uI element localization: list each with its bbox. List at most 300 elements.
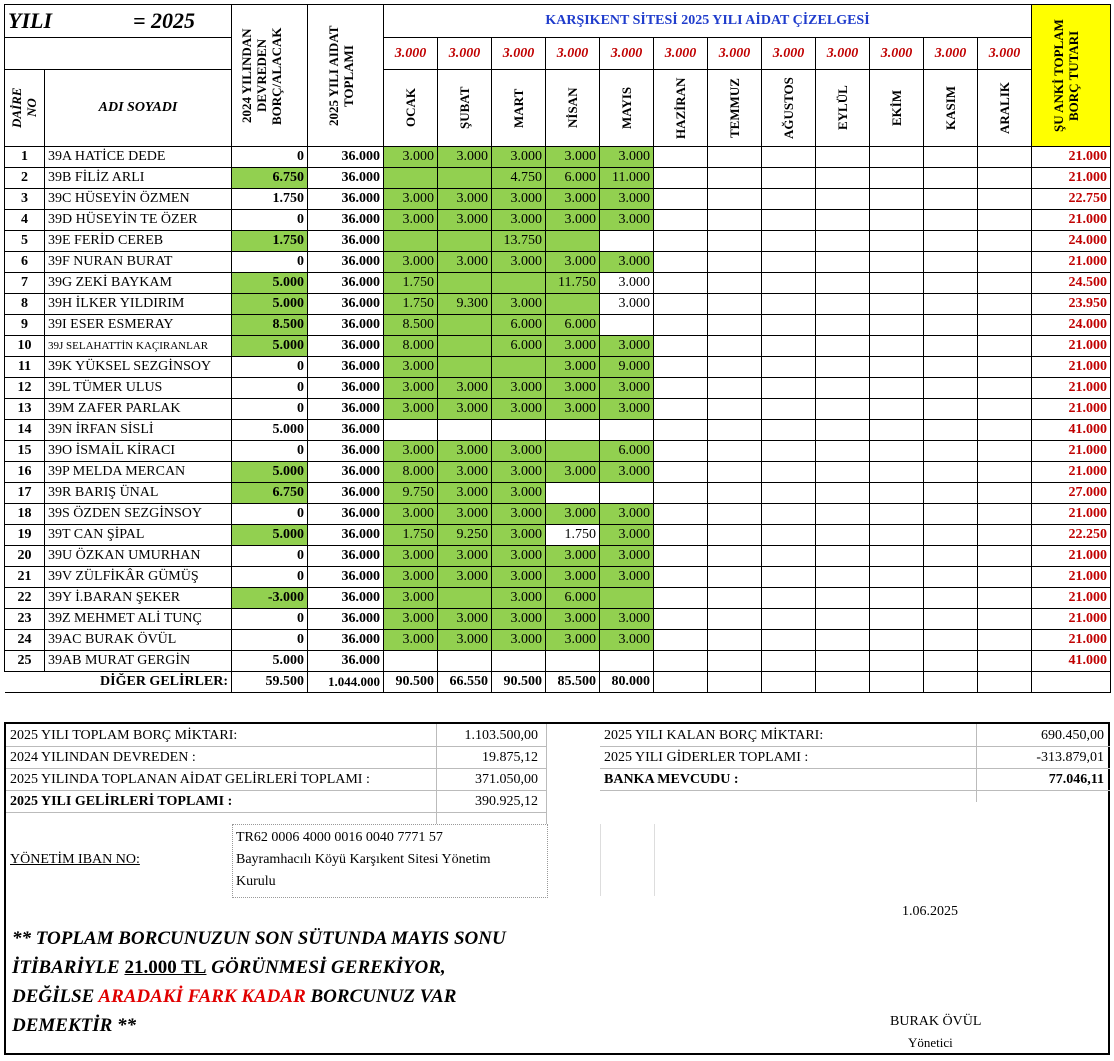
payment-cell: 3.000: [438, 252, 492, 273]
current-debt-cell: 21.000: [1032, 210, 1111, 231]
table-row: [5, 441, 1111, 462]
payment-cell: [816, 357, 870, 378]
carry-cell: 0: [232, 630, 308, 651]
table-row: [5, 399, 1111, 420]
month-total-nisan: 85.500: [546, 672, 600, 693]
current-debt-cell: 21.000: [1032, 462, 1111, 483]
carry-cell: 0: [232, 378, 308, 399]
payment-cell: 9.750: [384, 483, 438, 504]
current-debt-cell: 24.000: [1032, 231, 1111, 252]
aidat-sheet: [4, 4, 1111, 693]
payment-cell: [816, 546, 870, 567]
daire-no: 8: [5, 294, 45, 315]
month-header-8: EYLÜL: [816, 70, 870, 147]
payment-cell: [654, 189, 708, 210]
payment-cell: 3.000: [438, 378, 492, 399]
aidat-total-cell: 36.000: [308, 357, 384, 378]
payment-cell: [816, 252, 870, 273]
payment-cell: 9.000: [600, 357, 654, 378]
payment-cell: [492, 273, 546, 294]
daire-no: 6: [5, 252, 45, 273]
resident-name: 39L TÜMER ULUS: [45, 378, 232, 399]
summary-label-collected: 2025 YILINDA TOPLANAN AİDAT GELİRLERİ TOPLAMI :: [10, 772, 370, 787]
daire-no: 9: [5, 315, 45, 336]
payment-cell: [870, 378, 924, 399]
payment-cell: 13.750: [492, 231, 546, 252]
payment-cell: 3.000: [384, 357, 438, 378]
carry-cell: 0: [232, 147, 308, 168]
daire-no: 24: [5, 630, 45, 651]
payment-cell: [762, 567, 816, 588]
summary-label-total-debt: 2025 YILI TOPLAM BORÇ MİKTARI:: [10, 728, 238, 743]
payment-cell: [492, 357, 546, 378]
payment-cell: [762, 399, 816, 420]
payment-cell: 3.000: [546, 189, 600, 210]
payment-cell: [600, 420, 654, 441]
payment-cell: [708, 546, 762, 567]
payment-cell: [762, 189, 816, 210]
payment-cell: [870, 294, 924, 315]
daire-no: 23: [5, 609, 45, 630]
carry-cell: 0: [232, 357, 308, 378]
payment-cell: 9.250: [438, 525, 492, 546]
month-header-1: ŞUBAT: [438, 70, 492, 147]
payment-cell: [708, 231, 762, 252]
daire-no: 21: [5, 567, 45, 588]
payment-cell: 3.000: [384, 609, 438, 630]
payment-cell: [546, 483, 600, 504]
payment-cell: [708, 651, 762, 672]
payment-cell: [978, 609, 1032, 630]
carry-cell: 1.750: [232, 189, 308, 210]
empty-cell: [1032, 672, 1111, 693]
payment-cell: 3.000: [546, 630, 600, 651]
payment-cell: 3.000: [384, 441, 438, 462]
payment-cell: 3.000: [438, 462, 492, 483]
resident-name: 39J SELAHATTİN KAÇIRANLAR: [45, 336, 232, 357]
payment-cell: 1.750: [384, 525, 438, 546]
carry-cell: 0: [232, 399, 308, 420]
resident-name: 39F NURAN BURAT: [45, 252, 232, 273]
payment-cell: [654, 567, 708, 588]
payment-cell: 3.000: [600, 462, 654, 483]
aidat-total-cell: 36.000: [308, 651, 384, 672]
payment-cell: [870, 231, 924, 252]
payment-cell: 3.000: [546, 609, 600, 630]
payment-cell: 3.000: [546, 336, 600, 357]
payment-cell: 3.000: [600, 147, 654, 168]
payment-cell: 9.300: [438, 294, 492, 315]
payment-cell: [816, 294, 870, 315]
summary-label-remaining: 2025 YILI KALAN BORÇ MİKTARI:: [604, 728, 824, 743]
payment-cell: [762, 294, 816, 315]
carry-cell: 5.000: [232, 336, 308, 357]
table-row: [5, 483, 1111, 504]
empty-cell: [654, 672, 708, 693]
aidat-total: 1.044.000: [308, 672, 384, 693]
payment-cell: [654, 378, 708, 399]
payment-cell: 6.000: [546, 588, 600, 609]
aidat-total-cell: 36.000: [308, 252, 384, 273]
aidat-total-cell: 36.000: [308, 588, 384, 609]
payment-cell: [762, 483, 816, 504]
carry-header: 2024 YILINDAN DEVREDEN BORÇ/ALACAK: [232, 5, 308, 147]
carry-cell: 0: [232, 210, 308, 231]
current-debt-cell: 22.250: [1032, 525, 1111, 546]
iban-number[interactable]: TR62 0006 4000 0016 0040 7771 57: [236, 830, 443, 845]
daire-no: 11: [5, 357, 45, 378]
carry-cell: 5.000: [232, 651, 308, 672]
payment-cell: [978, 378, 1032, 399]
aidat-total-cell: 36.000: [308, 336, 384, 357]
month-header-0: OCAK: [384, 70, 438, 147]
payment-cell: [438, 357, 492, 378]
payment-cell: [870, 252, 924, 273]
payment-cell: [762, 462, 816, 483]
daire-no: 20: [5, 546, 45, 567]
carry-cell: 8.500: [232, 315, 308, 336]
payment-cell: [654, 294, 708, 315]
payment-cell: [924, 504, 978, 525]
aidat-total-cell: 36.000: [308, 399, 384, 420]
payment-cell: [816, 651, 870, 672]
payment-cell: [924, 231, 978, 252]
month-header-5: HAZİRAN: [654, 70, 708, 147]
payment-cell: 8.000: [384, 462, 438, 483]
payment-cell: 8.500: [384, 315, 438, 336]
payment-cell: [816, 525, 870, 546]
summary-value-total-debt: 1.103.500,00: [464, 728, 538, 743]
payment-cell: [492, 651, 546, 672]
payment-cell: 6.000: [492, 336, 546, 357]
payment-cell: [870, 462, 924, 483]
carry-cell: 1.750: [232, 231, 308, 252]
payment-cell: 3.000: [600, 630, 654, 651]
summary-label-income: 2025 YILI GELİRLERİ TOPLAMI :: [10, 794, 233, 809]
aidat-total-cell: 36.000: [308, 630, 384, 651]
current-debt-cell: 21.000: [1032, 336, 1111, 357]
payment-cell: [654, 651, 708, 672]
payment-cell: [978, 273, 1032, 294]
current-debt-cell: 21.000: [1032, 357, 1111, 378]
rate-aralik: 3.000: [978, 38, 1032, 70]
table-row: [5, 630, 1111, 651]
carry-cell: 0: [232, 546, 308, 567]
payment-cell: [762, 357, 816, 378]
payment-cell: 3.000: [438, 399, 492, 420]
payment-cell: [762, 525, 816, 546]
resident-name: 39AC BURAK ÖVÜL: [45, 630, 232, 651]
payment-cell: [816, 567, 870, 588]
payment-cell: 11.750: [546, 273, 600, 294]
carry-cell: 6.750: [232, 483, 308, 504]
month-total-mart: 90.500: [492, 672, 546, 693]
rate-mayis: 3.000: [600, 38, 654, 70]
payment-cell: 3.000: [438, 189, 492, 210]
month-header-9: EKİM: [870, 70, 924, 147]
payment-cell: [924, 336, 978, 357]
payment-cell: 3.000: [492, 630, 546, 651]
iban-label: YÖNETİM IBAN NO:: [10, 852, 140, 867]
payment-cell: [762, 210, 816, 231]
payment-cell: [708, 336, 762, 357]
daire-no: 5: [5, 231, 45, 252]
payment-cell: 3.000: [492, 399, 546, 420]
payment-cell: 3.000: [492, 567, 546, 588]
aidat-total-cell: 36.000: [308, 567, 384, 588]
payment-cell: [654, 441, 708, 462]
aidat-total-cell: 36.000: [308, 231, 384, 252]
payment-cell: 3.000: [492, 462, 546, 483]
payment-cell: [438, 420, 492, 441]
payment-cell: [870, 588, 924, 609]
carry-cell: 0: [232, 609, 308, 630]
rate-agustos: 3.000: [762, 38, 816, 70]
daire-no: 13: [5, 399, 45, 420]
rate-subat: 3.000: [438, 38, 492, 70]
payment-cell: [708, 420, 762, 441]
daire-no: 14: [5, 420, 45, 441]
summary-label-carried: 2024 YILINDAN DEVREDEN :: [10, 750, 196, 765]
payment-cell: [546, 441, 600, 462]
payment-cell: [978, 336, 1032, 357]
payment-cell: [924, 609, 978, 630]
payment-cell: [870, 546, 924, 567]
payment-cell: 11.000: [600, 168, 654, 189]
carry-total: 59.500: [232, 672, 308, 693]
blank-cell: [5, 38, 232, 70]
resident-name: 39Z MEHMET ALİ TUNÇ: [45, 609, 232, 630]
aidat-total-cell: 36.000: [308, 168, 384, 189]
payment-cell: 6.000: [546, 168, 600, 189]
payment-cell: [762, 168, 816, 189]
summary-value-carried: 19.875,12: [482, 750, 538, 765]
payment-cell: [762, 420, 816, 441]
note-line-3: DEĞİLSE ARADAKİ FARK KADAR BORCUNUZ VAR: [12, 986, 457, 1007]
payment-cell: 3.000: [438, 546, 492, 567]
current-debt-cell: 27.000: [1032, 483, 1111, 504]
payment-cell: 3.000: [384, 147, 438, 168]
payment-cell: [708, 567, 762, 588]
payment-cell: 4.750: [492, 168, 546, 189]
iban-holder: Bayramhacılı Köyü Karşıkent Sitesi Yönetim: [236, 852, 491, 867]
resident-name: 39S ÖZDEN SEZGİNSOY: [45, 504, 232, 525]
payment-cell: [708, 252, 762, 273]
resident-name: 39K YÜKSEL SEZGİNSOY: [45, 357, 232, 378]
payment-cell: 3.000: [492, 483, 546, 504]
payment-cell: [708, 273, 762, 294]
payment-cell: 3.000: [600, 567, 654, 588]
payment-cell: 3.000: [600, 378, 654, 399]
payment-cell: [708, 630, 762, 651]
payment-cell: [978, 525, 1032, 546]
empty-cell: [924, 672, 978, 693]
payment-cell: [654, 210, 708, 231]
aidat-total-cell: 36.000: [308, 609, 384, 630]
payment-cell: [384, 168, 438, 189]
payment-cell: [654, 336, 708, 357]
payment-cell: 6.000: [546, 315, 600, 336]
resident-name: 39R BARIŞ ÜNAL: [45, 483, 232, 504]
payment-cell: [438, 651, 492, 672]
daire-no: 7: [5, 273, 45, 294]
payment-cell: [870, 483, 924, 504]
aidat-total-cell: 36.000: [308, 210, 384, 231]
payment-cell: [978, 483, 1032, 504]
payment-cell: 3.000: [600, 252, 654, 273]
daire-no: 3: [5, 189, 45, 210]
resident-name: 39A HATİCE DEDE: [45, 147, 232, 168]
table-row: [5, 168, 1111, 189]
table-row: [5, 525, 1111, 546]
payment-cell: 3.000: [600, 189, 654, 210]
carry-cell: 5.000: [232, 294, 308, 315]
resident-name: 39I ESER ESMERAY: [45, 315, 232, 336]
payment-cell: [816, 630, 870, 651]
payment-cell: [654, 231, 708, 252]
payment-cell: [762, 378, 816, 399]
payment-cell: [816, 609, 870, 630]
payment-cell: 3.000: [438, 147, 492, 168]
table-row: [5, 567, 1111, 588]
aidat-total-cell: 36.000: [308, 546, 384, 567]
payment-cell: [654, 399, 708, 420]
resident-name: 39G ZEKİ BAYKAM: [45, 273, 232, 294]
daire-no: 16: [5, 462, 45, 483]
summary-panel: [4, 722, 1110, 1055]
table-row: [5, 420, 1111, 441]
empty-cell: [870, 672, 924, 693]
table-row: [5, 504, 1111, 525]
payment-cell: 3.000: [492, 294, 546, 315]
payment-cell: [870, 567, 924, 588]
payment-cell: 3.000: [600, 504, 654, 525]
daire-no: 12: [5, 378, 45, 399]
rate-haziran: 3.000: [654, 38, 708, 70]
summary-value-expenses: -313.879,01: [1036, 750, 1104, 765]
current-debt-cell: 41.000: [1032, 420, 1111, 441]
payment-cell: [870, 189, 924, 210]
resident-name: 39U ÖZKAN UMURHAN: [45, 546, 232, 567]
payment-cell: [708, 588, 762, 609]
payment-cell: [546, 651, 600, 672]
payment-cell: [978, 252, 1032, 273]
payment-cell: [492, 420, 546, 441]
payment-cell: [708, 315, 762, 336]
payment-cell: [924, 567, 978, 588]
payment-cell: 3.000: [600, 210, 654, 231]
table-row: [5, 336, 1111, 357]
table-row: [5, 378, 1111, 399]
payment-cell: [924, 252, 978, 273]
payment-cell: [762, 546, 816, 567]
payment-cell: [816, 420, 870, 441]
payment-cell: 3.000: [438, 483, 492, 504]
table-row: [5, 651, 1111, 672]
payment-cell: [654, 525, 708, 546]
payment-cell: [924, 357, 978, 378]
payment-cell: [870, 336, 924, 357]
payment-cell: [438, 273, 492, 294]
payment-cell: [438, 336, 492, 357]
payment-cell: [816, 483, 870, 504]
current-debt-cell: 21.000: [1032, 168, 1111, 189]
payment-cell: [762, 252, 816, 273]
carry-cell: 0: [232, 504, 308, 525]
summary-label-bank: BANKA MEVCUDU :: [604, 772, 739, 787]
carry-cell: -3.000: [232, 588, 308, 609]
aidat-total-cell: 36.000: [308, 441, 384, 462]
resident-name: 39N İRFAN SİSLİ: [45, 420, 232, 441]
rate-nisan: 3.000: [546, 38, 600, 70]
payment-cell: [870, 420, 924, 441]
rate-ekim: 3.000: [870, 38, 924, 70]
daire-no: 18: [5, 504, 45, 525]
carry-cell: 5.000: [232, 462, 308, 483]
payment-cell: 1.750: [384, 294, 438, 315]
daire-no: 22: [5, 588, 45, 609]
payment-cell: [438, 231, 492, 252]
month-header-7: AĞUSTOS: [762, 70, 816, 147]
warning-note: [12, 924, 506, 1040]
current-debt-cell: 21.000: [1032, 252, 1111, 273]
payment-cell: [654, 252, 708, 273]
payment-cell: [924, 210, 978, 231]
payment-cell: [654, 168, 708, 189]
empty-cell: [978, 672, 1032, 693]
payment-cell: 1.750: [384, 273, 438, 294]
rate-kasim: 3.000: [924, 38, 978, 70]
table-row: [5, 210, 1111, 231]
payment-cell: [978, 651, 1032, 672]
current-debt-header: ŞU ANKİ TOPLAM BORÇ TUTARI: [1032, 5, 1111, 147]
payment-cell: 3.000: [546, 378, 600, 399]
payment-cell: [924, 630, 978, 651]
payment-cell: [924, 147, 978, 168]
payment-cell: 3.000: [600, 609, 654, 630]
payment-cell: [816, 399, 870, 420]
payment-cell: 3.000: [600, 546, 654, 567]
payment-cell: [816, 231, 870, 252]
payment-cell: 3.000: [384, 252, 438, 273]
payment-cell: 3.000: [600, 525, 654, 546]
payment-cell: 3.000: [492, 546, 546, 567]
payment-cell: 3.000: [492, 588, 546, 609]
summary-value-remaining: 690.450,00: [1041, 728, 1104, 743]
payment-cell: [600, 651, 654, 672]
payment-cell: 6.000: [492, 315, 546, 336]
payment-cell: [924, 462, 978, 483]
payment-cell: 3.000: [438, 441, 492, 462]
payment-cell: [924, 420, 978, 441]
payment-cell: 1.750: [546, 525, 600, 546]
payment-cell: [816, 441, 870, 462]
payment-cell: [654, 462, 708, 483]
month-header-4: MAYIS: [600, 70, 654, 147]
payment-cell: [870, 441, 924, 462]
payment-cell: 3.000: [384, 399, 438, 420]
month-total-mayis: 80.000: [600, 672, 654, 693]
payment-cell: [978, 294, 1032, 315]
payment-cell: [762, 273, 816, 294]
payment-cell: [870, 357, 924, 378]
payment-cell: [870, 609, 924, 630]
payment-cell: [870, 651, 924, 672]
payment-cell: [978, 420, 1032, 441]
payment-cell: [978, 231, 1032, 252]
aidat-total-cell: 36.000: [308, 315, 384, 336]
payment-cell: [708, 609, 762, 630]
